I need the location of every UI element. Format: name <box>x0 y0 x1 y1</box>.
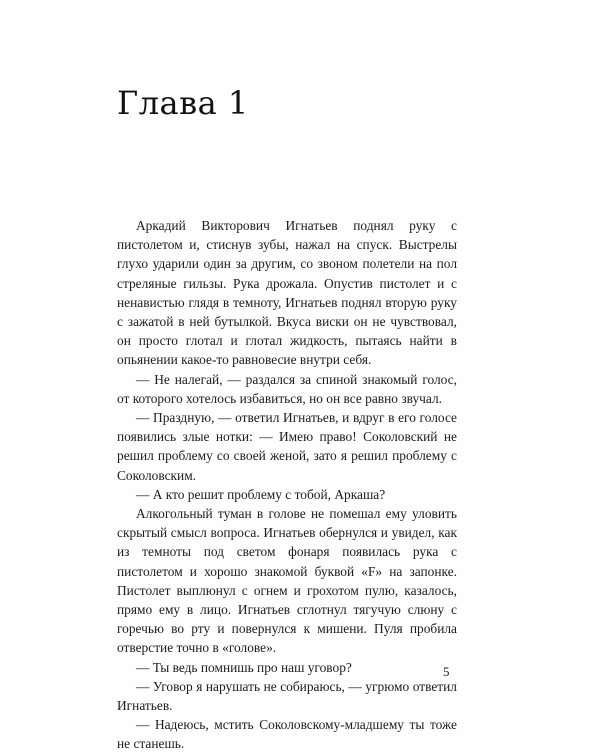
paragraph: — Уговор я нарушать не собираюсь, — угрюмо ответил Игнатьев. <box>117 678 457 714</box>
paragraph: — А кто решит проблему с тобой, Аркаша? <box>136 486 386 502</box>
paragraph: — Надеюсь, мстить Соколовскому-младшему ты тоже не станешь. <box>117 717 457 752</box>
paragraph: Алкогольный туман в голове не помешал ему уловить скрытый смысл вопроса. Игнатьев обернулся и увидел, как из темноты под светом фонаря появилась рука с пистолетом и хорошо знакомой буквой «F» на запонке. Пистолет выплюнул с огнем и грохотом пулю, казалось, прямо ему в лицо. Игнатьев сглотнул тягучую слюну с горечью во рту и повернулся к мишени. Пуля пробила отверстие точно в «голове». <box>117 506 457 656</box>
chapter-title: Глава 1 <box>117 84 249 122</box>
chapter-body <box>117 216 457 754</box>
page-number: 5 <box>443 664 450 679</box>
paragraph: — Не налегай, — раздался за спиной знакомый голос, от которого хотелось избавиться, но он все равно звучал. <box>117 371 457 406</box>
paragraph: — Праздную, — ответил Игнатьев, и вдруг в его голосе появились злые нотки: — Имею право! Соколовский не решил проблему со своей женой, зато я решил проблему с Соколовским. <box>117 410 457 483</box>
paragraph: — Ты ведь помнишь про наш уговор? <box>136 659 352 675</box>
paragraph: Аркадий Викторович Игнатьев поднял руку с пистолетом и, стиснув зубы, нажал на спуск. Выстрелы глухо ударили один за другим, со звоном полетели на пол стреляные гильзы. Рука дрожала. Опустив пистолет и с ненавистью глядя в темноту, Игнатьев поднял вторую руку с зажатой в ней бутылкой. Вкуса виски он не чувствовал, он просто глотал и глотал жидкость, пытаясь найти в опьянении какое-то равновесие внутри себя. <box>117 218 457 368</box>
